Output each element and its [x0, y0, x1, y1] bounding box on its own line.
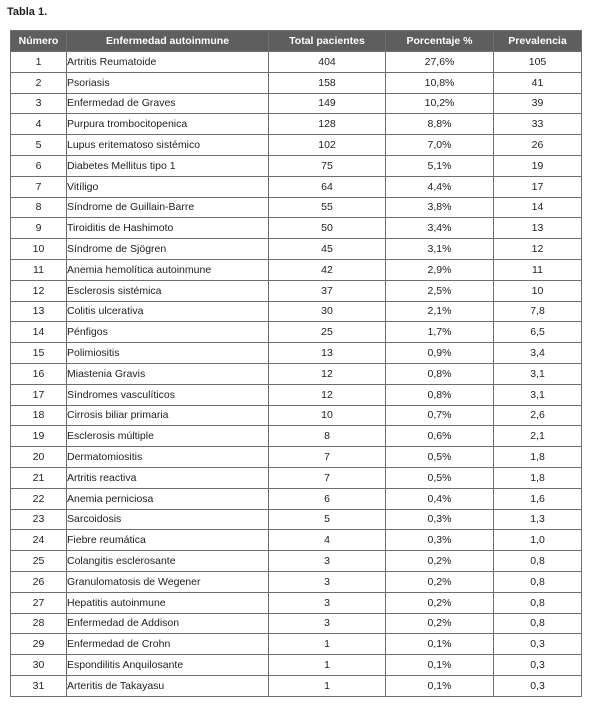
cell-percentage: 0,5% — [386, 467, 494, 488]
cell-percentage: 1,7% — [386, 322, 494, 343]
cell-percentage: 4,4% — [386, 176, 494, 197]
cell-total-patients: 30 — [269, 301, 386, 322]
cell-total-patients: 12 — [269, 384, 386, 405]
cell-disease: Tiroiditis de Hashimoto — [67, 218, 269, 239]
cell-number: 6 — [11, 155, 67, 176]
cell-disease: Granulomatosis de Wegener — [67, 571, 269, 592]
cell-total-patients: 4 — [269, 530, 386, 551]
cell-total-patients: 45 — [269, 239, 386, 260]
cell-prevalence: 41 — [494, 72, 582, 93]
table-row — [11, 259, 582, 280]
cell-disease: Dermatomiositis — [67, 447, 269, 468]
cell-number: 29 — [11, 634, 67, 655]
cell-prevalence: 3,1 — [494, 384, 582, 405]
cell-disease: Enfermedad de Addison — [67, 613, 269, 634]
cell-total-patients: 158 — [269, 72, 386, 93]
cell-number: 12 — [11, 280, 67, 301]
cell-number: 17 — [11, 384, 67, 405]
cell-total-patients: 42 — [269, 259, 386, 280]
cell-total-patients: 3 — [269, 592, 386, 613]
cell-percentage: 5,1% — [386, 155, 494, 176]
cell-number: 18 — [11, 405, 67, 426]
cell-total-patients: 25 — [269, 322, 386, 343]
table-row — [11, 239, 582, 260]
cell-total-patients: 55 — [269, 197, 386, 218]
cell-number: 1 — [11, 52, 67, 73]
cell-disease: Pénfigos — [67, 322, 269, 343]
cell-number: 2 — [11, 72, 67, 93]
cell-number: 13 — [11, 301, 67, 322]
cell-number: 7 — [11, 176, 67, 197]
table-row — [11, 322, 582, 343]
cell-prevalence: 12 — [494, 239, 582, 260]
cell-number: 30 — [11, 655, 67, 676]
cell-disease: Anemia perniciosa — [67, 488, 269, 509]
table-row — [11, 72, 582, 93]
cell-disease: Miastenia Gravis — [67, 363, 269, 384]
table-row — [11, 675, 582, 696]
table-row — [11, 135, 582, 156]
cell-prevalence: 2,1 — [494, 426, 582, 447]
cell-total-patients: 1 — [269, 634, 386, 655]
cell-disease: Síndromes vasculíticos — [67, 384, 269, 405]
cell-percentage: 10,2% — [386, 93, 494, 114]
cell-prevalence: 0,3 — [494, 634, 582, 655]
cell-number: 25 — [11, 551, 67, 572]
cell-prevalence: 7,8 — [494, 301, 582, 322]
cell-number: 8 — [11, 197, 67, 218]
cell-total-patients: 75 — [269, 155, 386, 176]
table-row — [11, 280, 582, 301]
column-header-number: Número — [11, 31, 67, 52]
cell-prevalence: 13 — [494, 218, 582, 239]
cell-percentage: 3,4% — [386, 218, 494, 239]
cell-disease: Enfermedad de Crohn — [67, 634, 269, 655]
cell-prevalence: 1,8 — [494, 467, 582, 488]
column-header-percentage: Porcentaje % — [386, 31, 494, 52]
table-row — [11, 405, 582, 426]
cell-number: 5 — [11, 135, 67, 156]
cell-prevalence: 14 — [494, 197, 582, 218]
cell-disease: Síndrome de Guillain-Barre — [67, 197, 269, 218]
table-row — [11, 592, 582, 613]
cell-percentage: 8,8% — [386, 114, 494, 135]
table-row — [11, 488, 582, 509]
cell-percentage: 0,3% — [386, 530, 494, 551]
cell-prevalence: 1,3 — [494, 509, 582, 530]
cell-percentage: 0,8% — [386, 363, 494, 384]
cell-disease: Lupus eritematoso sistémico — [67, 135, 269, 156]
table-row — [11, 551, 582, 572]
column-header-disease: Enfermedad autoinmune — [67, 31, 269, 52]
cell-number: 11 — [11, 259, 67, 280]
cell-prevalence: 10 — [494, 280, 582, 301]
cell-disease: Esclerosis sistémica — [67, 280, 269, 301]
cell-percentage: 3,1% — [386, 239, 494, 260]
cell-number: 21 — [11, 467, 67, 488]
cell-number: 22 — [11, 488, 67, 509]
cell-prevalence: 26 — [494, 135, 582, 156]
cell-percentage: 0,2% — [386, 613, 494, 634]
cell-percentage: 2,1% — [386, 301, 494, 322]
cell-number: 28 — [11, 613, 67, 634]
cell-percentage: 0,7% — [386, 405, 494, 426]
cell-percentage: 0,3% — [386, 509, 494, 530]
cell-total-patients: 50 — [269, 218, 386, 239]
table-row — [11, 447, 582, 468]
cell-total-patients: 149 — [269, 93, 386, 114]
table-row — [11, 114, 582, 135]
cell-total-patients: 3 — [269, 551, 386, 572]
cell-disease: Fiebre reumática — [67, 530, 269, 551]
table-caption: Tabla 1. — [7, 6, 48, 18]
table-row — [11, 509, 582, 530]
cell-prevalence: 39 — [494, 93, 582, 114]
cell-disease: Hepatitis autoinmune — [67, 592, 269, 613]
cell-number: 4 — [11, 114, 67, 135]
cell-prevalence: 0,3 — [494, 655, 582, 676]
cell-disease: Polimiositis — [67, 343, 269, 364]
table-header — [11, 31, 582, 52]
column-header-prevalence: Prevalencia — [494, 31, 582, 52]
cell-disease: Sarcoidosis — [67, 509, 269, 530]
table-row — [11, 197, 582, 218]
cell-percentage: 0,1% — [386, 675, 494, 696]
cell-total-patients: 6 — [269, 488, 386, 509]
cell-total-patients: 10 — [269, 405, 386, 426]
cell-prevalence: 1,8 — [494, 447, 582, 468]
header-row — [11, 31, 582, 52]
table-row — [11, 530, 582, 551]
cell-prevalence: 11 — [494, 259, 582, 280]
cell-disease: Artritis reactiva — [67, 467, 269, 488]
cell-disease: Diabetes Mellitus tipo 1 — [67, 155, 269, 176]
table-row — [11, 218, 582, 239]
cell-disease: Síndrome de Sjögren — [67, 239, 269, 260]
cell-disease: Arteritis de Takayasu — [67, 675, 269, 696]
autoimmune-disease-table — [10, 30, 582, 697]
cell-number: 15 — [11, 343, 67, 364]
cell-percentage: 0,4% — [386, 488, 494, 509]
table-row — [11, 384, 582, 405]
cell-total-patients: 7 — [269, 467, 386, 488]
cell-disease: Espondilitis Anquilosante — [67, 655, 269, 676]
cell-total-patients: 64 — [269, 176, 386, 197]
table-row — [11, 176, 582, 197]
cell-disease: Enfermedad de Graves — [67, 93, 269, 114]
table-row — [11, 155, 582, 176]
cell-percentage: 0,2% — [386, 551, 494, 572]
cell-prevalence: 0,8 — [494, 613, 582, 634]
cell-disease: Vitíligo — [67, 176, 269, 197]
cell-number: 9 — [11, 218, 67, 239]
cell-total-patients: 37 — [269, 280, 386, 301]
table-row — [11, 655, 582, 676]
cell-total-patients: 13 — [269, 343, 386, 364]
table-row — [11, 613, 582, 634]
cell-prevalence: 2,6 — [494, 405, 582, 426]
cell-prevalence: 19 — [494, 155, 582, 176]
table-row — [11, 467, 582, 488]
cell-disease: Anemia hemolítica autoinmune — [67, 259, 269, 280]
cell-percentage: 27,6% — [386, 52, 494, 73]
cell-prevalence: 6,5 — [494, 322, 582, 343]
cell-total-patients: 3 — [269, 571, 386, 592]
cell-prevalence: 105 — [494, 52, 582, 73]
table-row — [11, 363, 582, 384]
cell-disease: Esclerosis múltiple — [67, 426, 269, 447]
cell-percentage: 0,1% — [386, 655, 494, 676]
cell-prevalence: 3,4 — [494, 343, 582, 364]
column-header-total-patients: Total pacientes — [269, 31, 386, 52]
cell-prevalence: 1,0 — [494, 530, 582, 551]
cell-number: 3 — [11, 93, 67, 114]
cell-number: 10 — [11, 239, 67, 260]
table-row — [11, 301, 582, 322]
cell-number: 14 — [11, 322, 67, 343]
cell-prevalence: 0,8 — [494, 571, 582, 592]
table-row — [11, 343, 582, 364]
cell-percentage: 0,8% — [386, 384, 494, 405]
cell-total-patients: 1 — [269, 655, 386, 676]
cell-number: 31 — [11, 675, 67, 696]
table-row — [11, 426, 582, 447]
cell-percentage: 0,1% — [386, 634, 494, 655]
cell-percentage: 0,2% — [386, 592, 494, 613]
cell-percentage: 0,6% — [386, 426, 494, 447]
table-row — [11, 93, 582, 114]
cell-prevalence: 33 — [494, 114, 582, 135]
cell-total-patients: 128 — [269, 114, 386, 135]
cell-disease: Purpura trombocitopenica — [67, 114, 269, 135]
cell-disease: Colitis ulcerativa — [67, 301, 269, 322]
cell-disease: Colangitis esclerosante — [67, 551, 269, 572]
cell-total-patients: 3 — [269, 613, 386, 634]
cell-number: 24 — [11, 530, 67, 551]
table-row — [11, 571, 582, 592]
cell-total-patients: 5 — [269, 509, 386, 530]
cell-number: 26 — [11, 571, 67, 592]
cell-total-patients: 404 — [269, 52, 386, 73]
cell-total-patients: 12 — [269, 363, 386, 384]
table-body — [11, 52, 582, 697]
cell-total-patients: 8 — [269, 426, 386, 447]
cell-number: 19 — [11, 426, 67, 447]
cell-disease: Artritis Reumatoide — [67, 52, 269, 73]
cell-percentage: 7,0% — [386, 135, 494, 156]
cell-total-patients: 7 — [269, 447, 386, 468]
cell-prevalence: 0,3 — [494, 675, 582, 696]
cell-number: 20 — [11, 447, 67, 468]
cell-percentage: 0,2% — [386, 571, 494, 592]
table-row — [11, 634, 582, 655]
cell-total-patients: 102 — [269, 135, 386, 156]
cell-prevalence: 1,6 — [494, 488, 582, 509]
cell-percentage: 0,5% — [386, 447, 494, 468]
cell-prevalence: 0,8 — [494, 592, 582, 613]
table-row — [11, 52, 582, 73]
cell-percentage: 10,8% — [386, 72, 494, 93]
cell-prevalence: 3,1 — [494, 363, 582, 384]
cell-percentage: 2,9% — [386, 259, 494, 280]
cell-total-patients: 1 — [269, 675, 386, 696]
cell-percentage: 2,5% — [386, 280, 494, 301]
cell-number: 16 — [11, 363, 67, 384]
cell-prevalence: 0,8 — [494, 551, 582, 572]
cell-disease: Cirrosis biliar primaria — [67, 405, 269, 426]
cell-prevalence: 17 — [494, 176, 582, 197]
cell-disease: Psoriasis — [67, 72, 269, 93]
cell-number: 27 — [11, 592, 67, 613]
cell-percentage: 0,9% — [386, 343, 494, 364]
cell-number: 23 — [11, 509, 67, 530]
cell-percentage: 3,8% — [386, 197, 494, 218]
